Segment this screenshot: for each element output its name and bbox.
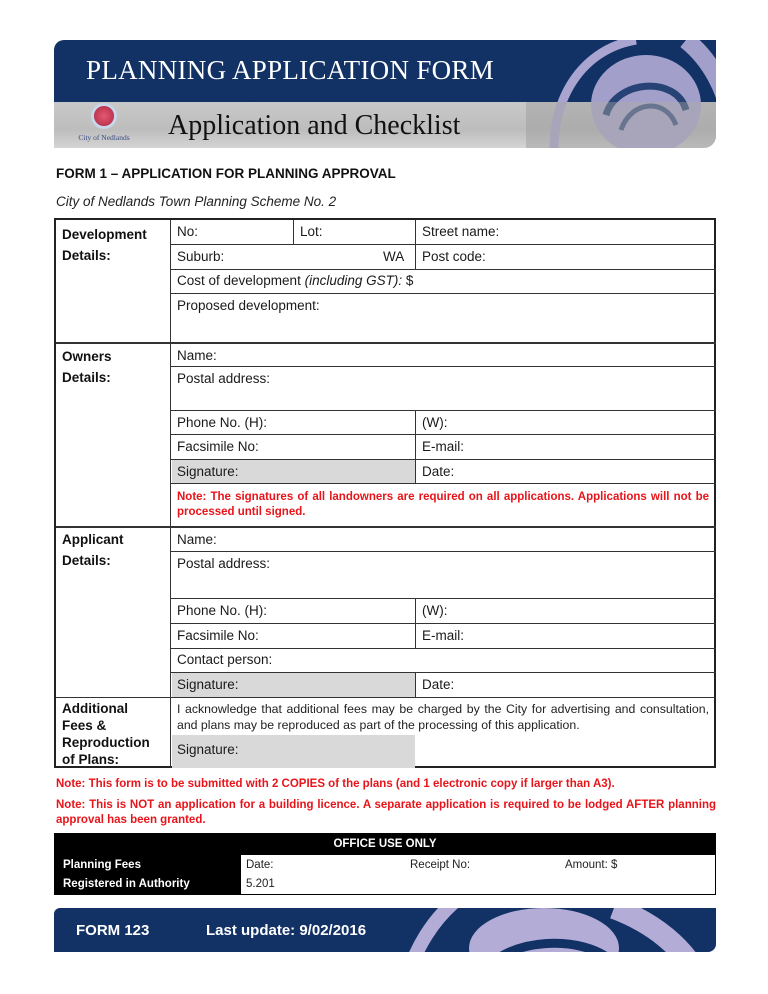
applicant-signature-field[interactable]: Signature: (177, 677, 239, 692)
row-divider (170, 366, 716, 367)
section-divider (56, 342, 716, 344)
label-line: Fees & (62, 718, 107, 733)
section-divider (56, 697, 716, 698)
label-line: Applicant (62, 532, 124, 547)
label-column-divider (170, 220, 171, 768)
street-name-field[interactable]: Street name: (422, 224, 500, 239)
no-field[interactable]: No: (177, 224, 199, 239)
additional-fees-section-label (62, 700, 150, 768)
applicant-fax-field[interactable]: Facsimile No: (177, 628, 259, 643)
applicant-phone-home-field[interactable]: Phone No. (H): (177, 603, 268, 618)
rose-emblem-icon (384, 908, 716, 952)
row-divider (170, 648, 716, 649)
owners-signature-note: Note: The signatures of all landowners are required on all applications. Applications will not be processed until signed. (177, 491, 709, 518)
col-divider (293, 220, 294, 244)
cost-label-italic: (including GST): (304, 273, 403, 288)
row-divider (170, 410, 716, 411)
state-label: WA (383, 249, 405, 264)
suburb-field[interactable]: Suburb: (177, 249, 225, 264)
development-section-label (62, 224, 147, 266)
header-banner (54, 40, 716, 148)
owner-date-field[interactable]: Date: (422, 464, 455, 479)
label-line: Reproduction (62, 735, 150, 750)
applicant-section-label (62, 529, 124, 571)
col-divider (415, 410, 416, 483)
owner-phone-home-field[interactable]: Phone No. (H): (177, 415, 268, 430)
owner-email-field[interactable]: E-mail: (422, 439, 465, 454)
office-use-heading: OFFICE USE ONLY (333, 838, 437, 850)
label-line: Development (62, 227, 147, 242)
planning-fees-date[interactable]: Date: (246, 859, 274, 871)
last-update: Last update: 9/02/2016 (206, 922, 367, 939)
row-divider (170, 244, 716, 245)
owners-section-label (62, 346, 112, 388)
label-line: of Plans: (62, 752, 120, 767)
authority-code: 5.201 (246, 878, 275, 890)
registered-authority-label: Registered in Authority (63, 878, 190, 890)
label-line: Owners (62, 349, 112, 364)
col-divider (415, 672, 416, 697)
scheme-subheading: City of Nedlands Town Planning Scheme No. 2 (56, 194, 337, 209)
row-divider (170, 551, 716, 552)
col-divider (415, 598, 416, 648)
applicant-email-field[interactable]: E-mail: (422, 628, 465, 643)
owner-postal-address-field[interactable]: Postal address: (177, 371, 271, 386)
row-divider (170, 483, 716, 484)
cost-label: Cost of development (177, 273, 305, 288)
footer-banner (54, 908, 716, 952)
rose-emblem-icon (526, 40, 716, 148)
owner-fax-field[interactable]: Facsimile No: (177, 439, 259, 454)
applicant-name-field[interactable]: Name: (177, 532, 217, 547)
label-line: Details: (62, 553, 111, 568)
application-form-table (54, 218, 716, 768)
row-divider (170, 598, 716, 599)
owner-name-field[interactable]: Name: (177, 348, 217, 363)
office-use-values-area (241, 855, 715, 894)
applicant-postal-address-field[interactable]: Postal address: (177, 556, 271, 571)
applicant-date-field[interactable]: Date: (422, 677, 455, 692)
applicant-contact-person-field[interactable]: Contact person: (177, 652, 273, 667)
col-divider (415, 220, 416, 269)
logo-flower-icon (94, 106, 114, 126)
cost-of-development-field[interactable] (177, 273, 413, 288)
row-divider (170, 293, 716, 294)
lot-field[interactable]: Lot: (300, 224, 323, 239)
form-heading: FORM 1 – APPLICATION FOR PLANNING APPROVAL (56, 166, 396, 181)
proposed-development-field[interactable]: Proposed development: (177, 298, 320, 313)
additional-signature-field[interactable]: Signature: (177, 742, 239, 757)
cost-currency: $ (402, 273, 414, 288)
label-line: Details: (62, 248, 111, 263)
copies-note: Note: This form is to be submitted with 2 COPIES of the plans (and 1 electronic copy if larger than A3). (56, 778, 615, 790)
office-use-table (54, 833, 716, 895)
row-divider (170, 269, 716, 270)
applicant-phone-work-field[interactable]: (W): (422, 603, 448, 618)
acknowledgement-text: I acknowledge that additional fees may be charged by the City for advertising and consultation, and plans may be reproduced as part of the processing of this application. (177, 702, 709, 732)
label-line: Details: (62, 370, 111, 385)
amount[interactable]: Amount: $ (565, 859, 618, 871)
owner-signature-field[interactable]: Signature: (177, 464, 239, 479)
building-licence-note: Note: This is NOT an application for a building licence. A separate application is required to be lodged AFTER planning approval has been granted. (56, 799, 716, 826)
form-subtitle: Application and Checklist (168, 110, 461, 141)
label-line: Additional (62, 701, 128, 716)
section-divider (56, 526, 716, 528)
owner-phone-work-field[interactable]: (W): (422, 415, 448, 430)
row-divider (170, 434, 716, 435)
row-divider (170, 623, 716, 624)
post-code-field[interactable]: Post code: (422, 249, 486, 264)
receipt-no[interactable]: Receipt No: (410, 859, 471, 871)
form-number: FORM 123 (76, 922, 150, 939)
form-title: PLANNING APPLICATION FORM (86, 55, 495, 85)
planning-fees-label: Planning Fees (63, 859, 141, 871)
city-logo (74, 106, 134, 146)
logo-text: City of Nedlands (78, 133, 130, 142)
